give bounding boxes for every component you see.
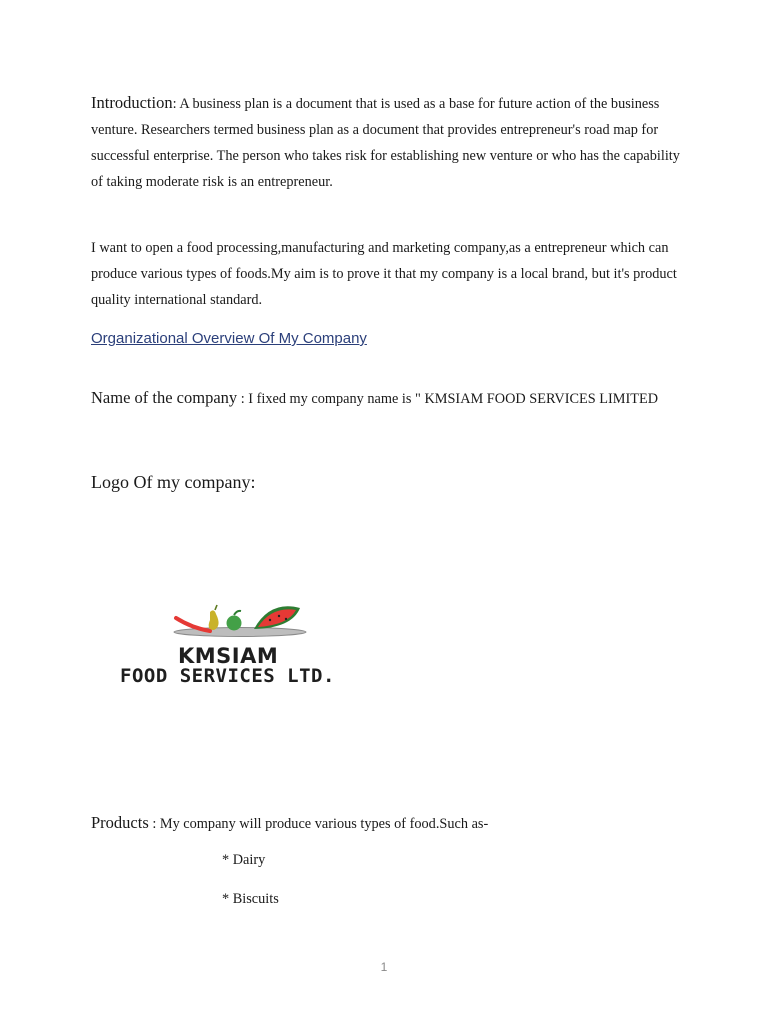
introduction-paragraph	[91, 90, 681, 195]
vision-paragraph: I want to open a food processing,manufacturing and marketing company,as a entrepreneur which can produce various types of foods.My aim is to prove it that my company is a local brand, but it's product quality international standard.	[91, 240, 677, 308]
logo-text-line2: FOOD SERVICES LTD.	[120, 665, 335, 687]
products-text: : My company will produce various types of food.Such as-	[148, 816, 489, 832]
company-name-paragraph	[91, 385, 681, 412]
page-number: 1	[380, 960, 388, 974]
products-paragraph	[91, 810, 681, 837]
logo-text-line1: KMSIAM	[178, 644, 279, 668]
products-lead: Products	[91, 813, 149, 832]
section-heading-overview: Organizational Overview Of My Company	[91, 330, 367, 347]
company-name-lead: Name of the company	[91, 388, 238, 407]
list-item: * Biscuits	[222, 891, 279, 907]
list-item: * Dairy	[222, 852, 266, 868]
introduction-lead: Introduction	[91, 93, 173, 112]
introduction-text: : A business plan is a document that is used as a base for future action of the business venture. Researchers termed business plan as a document that provides entrepreneur's road map for successful enterprise. The person who takes risk for establishing new venture or who has the capability of taking moderate risk is an entrepreneur.	[91, 96, 680, 190]
logo-heading: Logo Of my company:	[91, 472, 256, 492]
company-logo	[118, 598, 368, 690]
company-name-text: : I fixed my company name is " KMSIAM FOOD SERVICES LIMITED	[237, 391, 659, 407]
food-plate-icon	[170, 598, 310, 640]
